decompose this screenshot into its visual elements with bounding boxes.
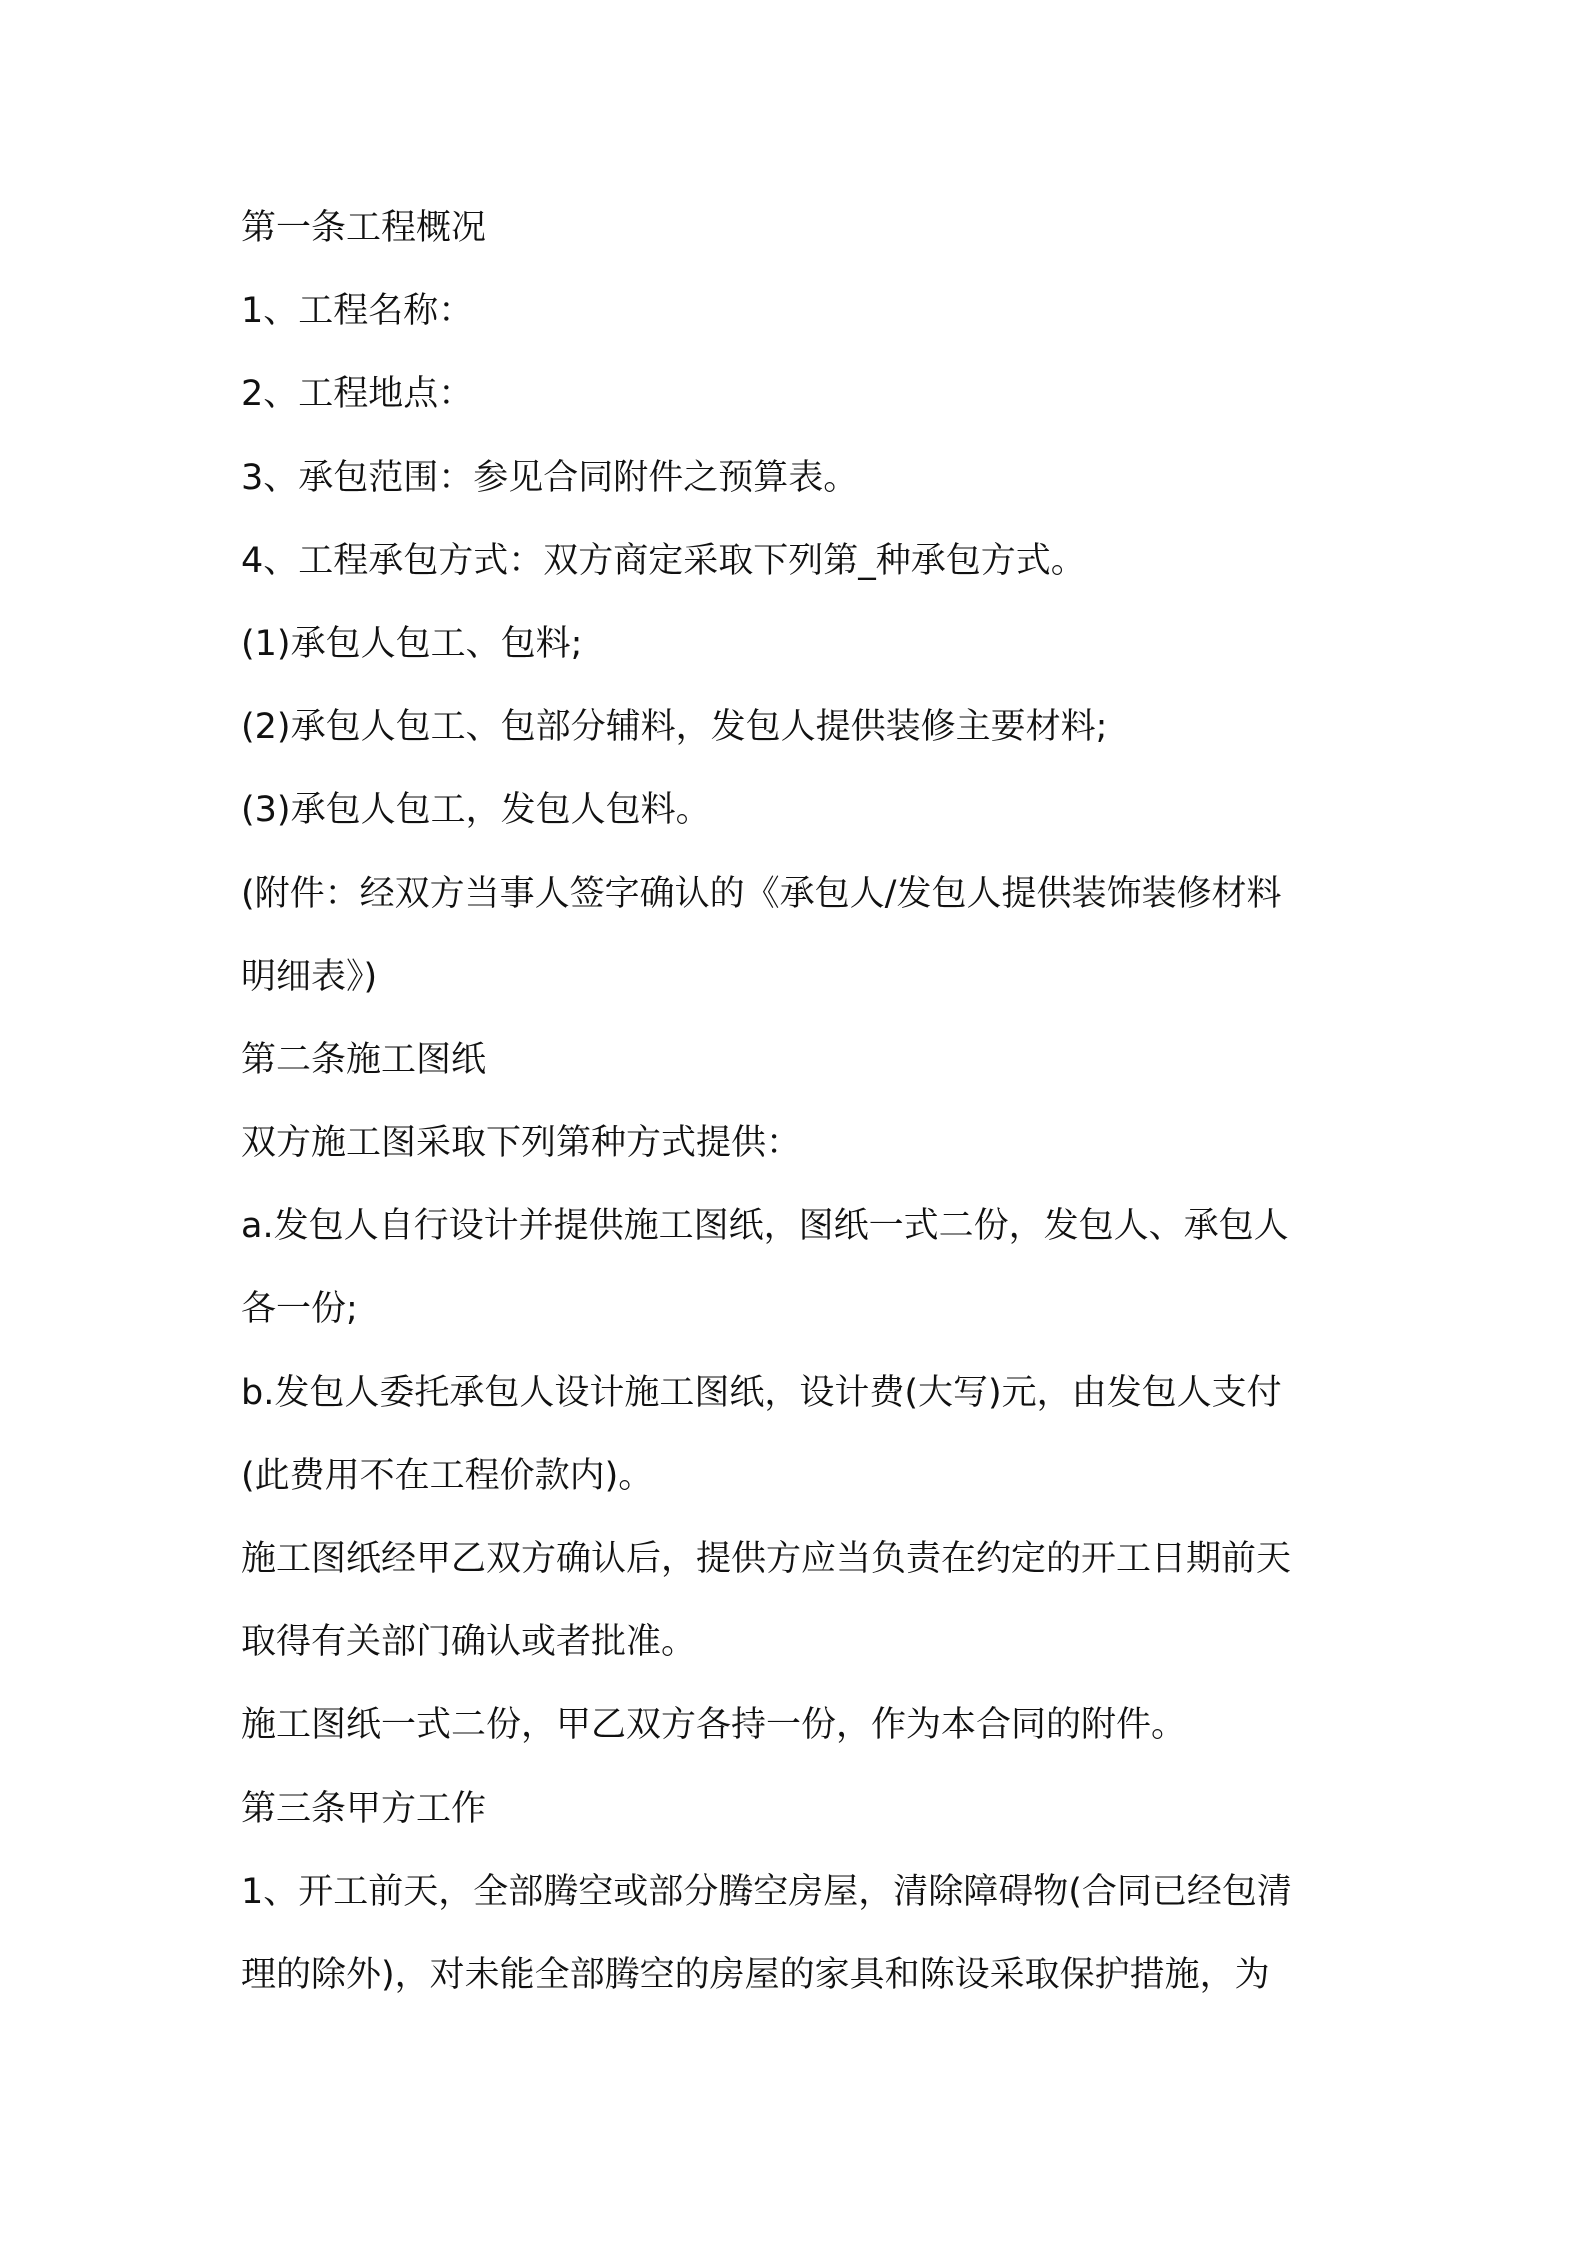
text-line: 施工图纸经甲乙双方确认后，提供方应当负责在约定的开工日期前天 bbox=[241, 1539, 1292, 1579]
section-heading-3: 第三条甲方工作 bbox=[241, 1788, 487, 1829]
text-line: 明细表》) bbox=[241, 956, 378, 997]
text-line: (3)承包人包工，发包人包料。 bbox=[241, 790, 711, 831]
text-line: 2、工程地点： bbox=[241, 374, 474, 415]
text-line: (此费用不在工程价款内)。 bbox=[241, 1455, 654, 1496]
text-line: (附件：经双方当事人签字确认的《承包人/发包人提供装饰装修材料 bbox=[241, 873, 1282, 914]
text-line: a.发包人自行设计并提供施工图纸，图纸一式二份，发包人、承包人 bbox=[241, 1206, 1289, 1247]
section-heading-2: 第二条施工图纸 bbox=[241, 1039, 487, 1080]
text-line: b.发包人委托承包人设计施工图纸，设计费(大写)元，由发包人支付 bbox=[241, 1372, 1282, 1413]
section-heading-1: 第一条工程概况 bbox=[241, 208, 487, 248]
text-line: 施工图纸一式二份，甲乙双方各持一份，作为本合同的附件。 bbox=[241, 1705, 1187, 1746]
contract-text bbox=[241, 198, 1361, 2028]
text-line: 取得有关部门确认或者批准。 bbox=[241, 1622, 697, 1663]
text-line: 3、承包范围：参见合同附件之预算表。 bbox=[241, 457, 859, 498]
text-line: 理的除外)，对未能全部腾空的房屋的家具和陈设采取保护措施，为 bbox=[241, 1954, 1270, 1995]
text-line: 双方施工图采取下列第种方式提供： bbox=[241, 1123, 802, 1164]
text-line: (2)承包人包工、包部分辅料，发包人提供装修主要材料; bbox=[241, 707, 1108, 748]
text-line: 1、工程名称： bbox=[241, 291, 474, 332]
text-line: 各一份; bbox=[241, 1289, 358, 1330]
text-line: (1)承包人包工、包料; bbox=[241, 623, 583, 664]
text-line: 1、开工前天，全部腾空或部分腾空房屋，清除障碍物(合同已经包清 bbox=[241, 1871, 1292, 1912]
text-line: 4、工程承包方式：双方商定采取下列第_种承包方式。 bbox=[241, 540, 1086, 581]
